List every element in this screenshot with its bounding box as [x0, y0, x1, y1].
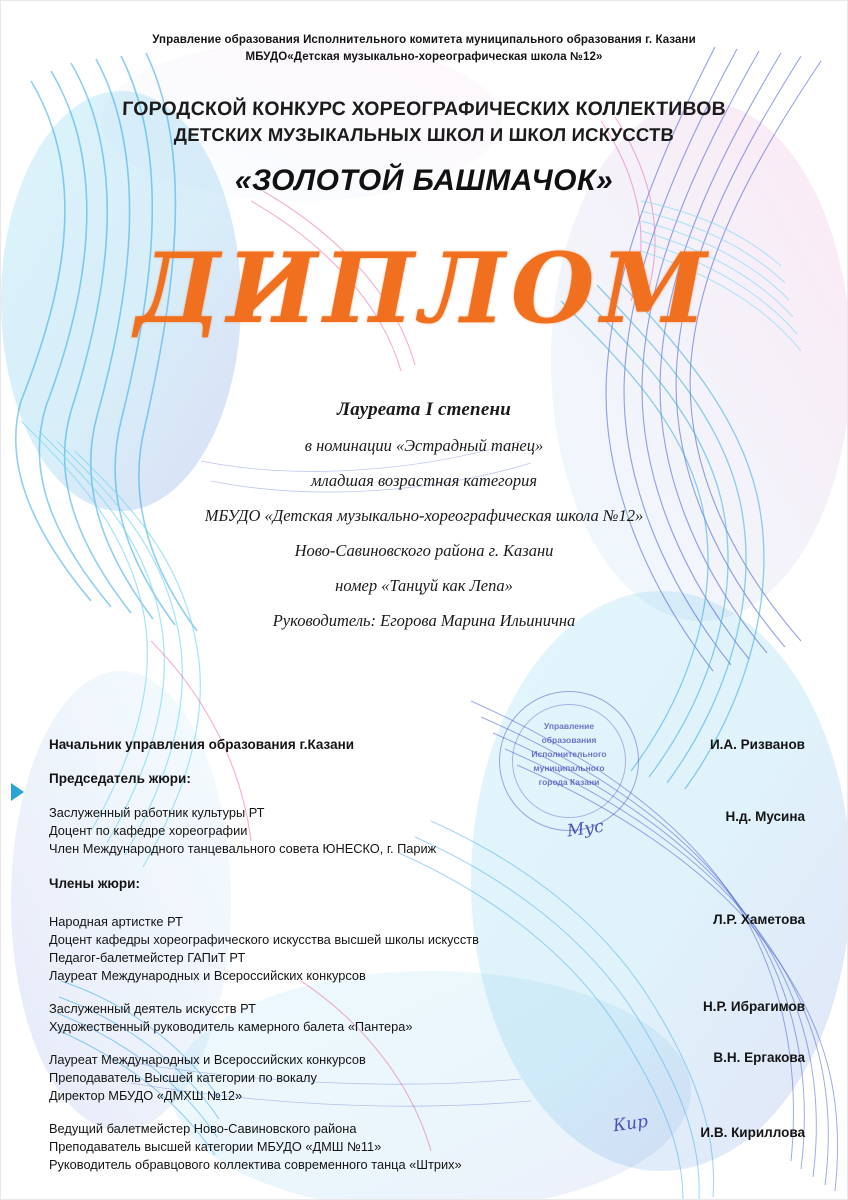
stamp-line-1: Управление: [543, 721, 595, 731]
competition-title: «ЗОЛОТОЙ БАШМАЧОК»: [234, 164, 614, 197]
jury-member-1-name: Л.Р. Хаметова: [713, 912, 805, 927]
jury-member-1-line-4: Лауреат Международных и Всероссийских конкурсов: [49, 968, 366, 983]
jury-chair-line-3: Член Международного танцевального совета ЮНЕСКО, г. Париж: [49, 841, 437, 856]
stamp-line-5: города Казани: [538, 777, 600, 787]
stamp-line-4: муниципального: [533, 763, 605, 773]
jury-member-2-line-1: Заслуженный деятель искусств РТ: [49, 1001, 256, 1016]
award-district: Ново-Савиновского района г. Казани: [294, 541, 554, 560]
jury-chair-line-2: Доцент по кафедре хореографии: [49, 823, 248, 838]
handwritten-signature-1: Мус: [565, 816, 606, 842]
competition-line-2: ДЕТСКИХ МУЗЫКАЛЬНЫХ ШКОЛ И ШКОЛ ИСКУССТВ: [173, 124, 675, 145]
jury-member-1-line-3: Педагог-балетмейстер ГАПиТ РТ: [49, 950, 246, 965]
head-of-department-name: И.А. Ризванов: [709, 737, 805, 752]
stamp-line-2: образования: [541, 735, 597, 745]
award-performance-number: номер «Танцуй как Лепа»: [335, 576, 513, 595]
competition-line-1: ГОРОДСКОЙ КОНКУРС ХОРЕОГРАФИЧЕСКИХ КОЛЛЕКТИВОВ: [121, 98, 727, 120]
award-degree: Лауреата I степени: [337, 399, 511, 420]
award-details: [61, 399, 787, 646]
jury-member-4-line-1: Ведущий балетмейстер Ново-Савиновского района: [49, 1121, 357, 1136]
jury-chair-label: Председатель жюри:: [49, 771, 191, 786]
jury-member-4-line-2: Преподаватель высшей категории МБУДО «ДМШ №11»: [49, 1139, 382, 1154]
jury-member-4-line-3: Руководитель обравцового коллектива современного танца «Штрих»: [49, 1157, 462, 1172]
jury-member-2-line-2: Художественный руководитель камерного балета «Пантера»: [49, 1019, 413, 1034]
jury-member-4-name: И.В. Кириллова: [700, 1125, 805, 1140]
handwritten-signature-2: Кир: [611, 1111, 650, 1137]
issuing-org-line-1: Управление образования Исполнительного комитета муниципального образования г. Казани: [152, 34, 696, 46]
award-age-category: младшая возрастная категория: [310, 471, 538, 490]
jury-member-3-name: В.Н. Ергакова: [713, 1050, 805, 1065]
stamp-line-3: Исполнительного: [531, 749, 607, 759]
jury-member-3-line-3: Директор МБУДО «ДМХШ №12»: [49, 1088, 243, 1103]
jury-members-label: Члены жюри:: [49, 876, 140, 891]
issuing-org-line-2: МБУДО«Детская музыкально-хореографическая школа №12»: [245, 51, 603, 63]
content-layer: [1, 1, 847, 1199]
award-nomination: в номинации «Эстрадный танец»: [304, 436, 544, 455]
jury-chair-line-1: Заслуженный работник культуры РТ: [49, 805, 265, 820]
diploma-heading: ДИПЛОМ: [135, 232, 713, 345]
award-leader: Руководитель: Егорова Марина Ильинична: [272, 611, 576, 630]
jury-member-1-line-2: Доцент кафедры хореографического искусства высшей школы искусств: [49, 932, 479, 947]
jury-member-3-line-1: Лауреат Международных и Всероссийских конкурсов: [49, 1052, 366, 1067]
award-school: МБУДО «Детская музыкально-хореографическая школа №12»: [204, 506, 644, 525]
play-arrow-icon[interactable]: [11, 783, 24, 801]
jury-member-1-line-1: Народная артистке РТ: [49, 914, 183, 929]
official-stamp: [499, 691, 639, 831]
jury-member-3-line-2: Преподаватель Высшей категории по вокалу: [49, 1070, 317, 1085]
jury-chair-name: Н.д. Мусина: [725, 809, 805, 824]
head-of-department-title: Начальник управления образования г.Казани: [49, 737, 355, 752]
jury-member-2-name: Н.Р. Ибрагимов: [702, 999, 805, 1014]
